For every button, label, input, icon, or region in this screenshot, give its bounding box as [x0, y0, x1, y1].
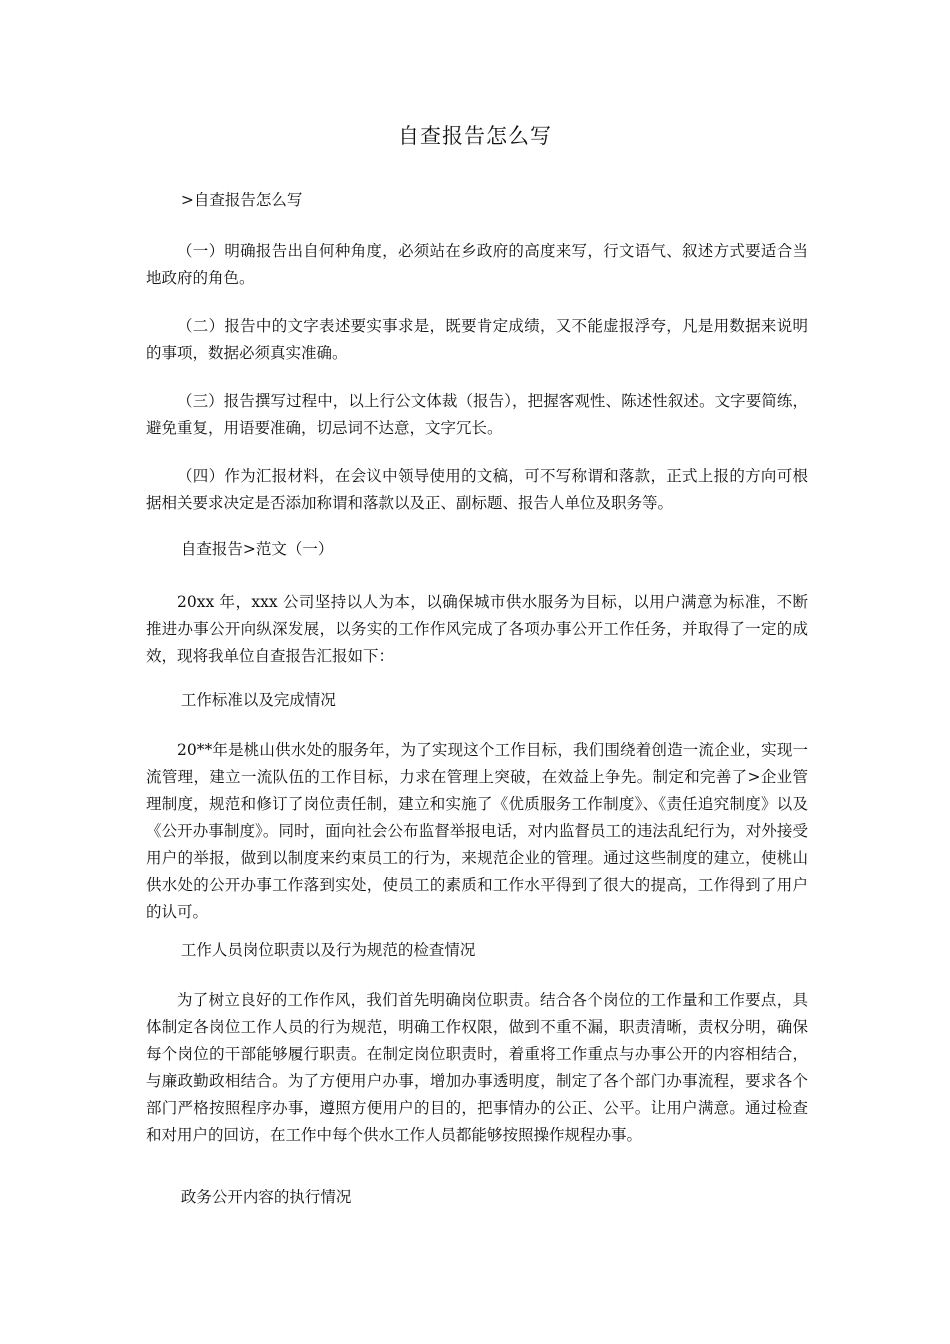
- body-paragraph: （四）作为汇报材料，在会议中领导使用的文稿，可不写称谓和落款，正式上报的方向可根据相关要求决定是否添加称谓和落款以及正、副标题、报告人单位及职务等。: [146, 467, 808, 512]
- section-heading: 工作标准以及完成情况: [180, 691, 336, 709]
- body-paragraph: 20**年是桃山供水处的服务年，为了实现这个工作目标，我们围绕着创造一流企业，实现一流管理，建立一流队伍的工作目标，力求在管理上突破，在效益上争先。制定和完善了>企业管理制度，规范和修订了岗位责任制，建立和实施了《优质服务工作制度》、《责任追究制度》以及《公开办事制度》。同时，面向社会公布监督举报电话，对内监督员工的违法乱纪行为，对外接受用户的举报，做到以制度来约束员工的行为，来规范企业的管理。通过这些制度的建立，使桃山供水处的公开办事工作落到实处，使员工的素质和工作水平得到了很大的提高，工作得到了用户的认可。: [146, 741, 808, 921]
- document-title: 自查报告怎么写: [398, 124, 552, 148]
- body-paragraph: 20xx 年，xxx 公司坚持以人为本，以确保城市供水服务为目标，以用户满意为标准，不断推进办事公开向纵深发展，以务实的工作作风完成了各项办事公开工作任务，并取得了一定的成效，现将我单位自查报告汇报如下：: [146, 593, 808, 665]
- body-paragraph: （一）明确报告出自何种角度，必须站在乡政府的高度来写，行文语气、叙述方式要适合当地政府的角色。: [146, 242, 808, 287]
- body-paragraph: （三）报告撰写过程中，以上行公文体裁（报告），把握客观性、陈述性叙述。文字要简练，避免重复，用语要准确，切忌词不达意，文字冗长。: [146, 392, 808, 437]
- section-heading: 自查报告>范文（一）: [180, 540, 334, 558]
- section-heading: >自查报告怎么写: [180, 191, 303, 209]
- body-paragraph: （二）报告中的文字表述要实事求是，既要肯定成绩，又不能虚报浮夸，凡是用数据来说明的事项，数据必须真实准确。: [146, 317, 808, 362]
- section-heading: 工作人员岗位职责以及行为规范的检查情况: [180, 941, 476, 959]
- section-heading: 政务公开内容的执行情况: [180, 1188, 352, 1206]
- body-paragraph: 为了树立良好的工作作风，我们首先明确岗位职责。结合各个岗位的工作量和工作要点，具体制定各岗位工作人员的行为规范，明确工作权限，做到不重不漏，职责清晰，责权分明，确保每个岗位的干部能够履行职责。在制定岗位职责时，着重将工作重点与办事公开的内容相结合，与廉政勤政相结合。为了方便用户办事，增加办事透明度，制定了各个部门办事流程，要求各个部门严格按照程序办事，遵照方便用户的目的，把事情办的公正、公平。让用户满意。通过检查和对用户的回访，在工作中每个供水工作人员都能够按照操作规程办事。: [146, 991, 808, 1144]
